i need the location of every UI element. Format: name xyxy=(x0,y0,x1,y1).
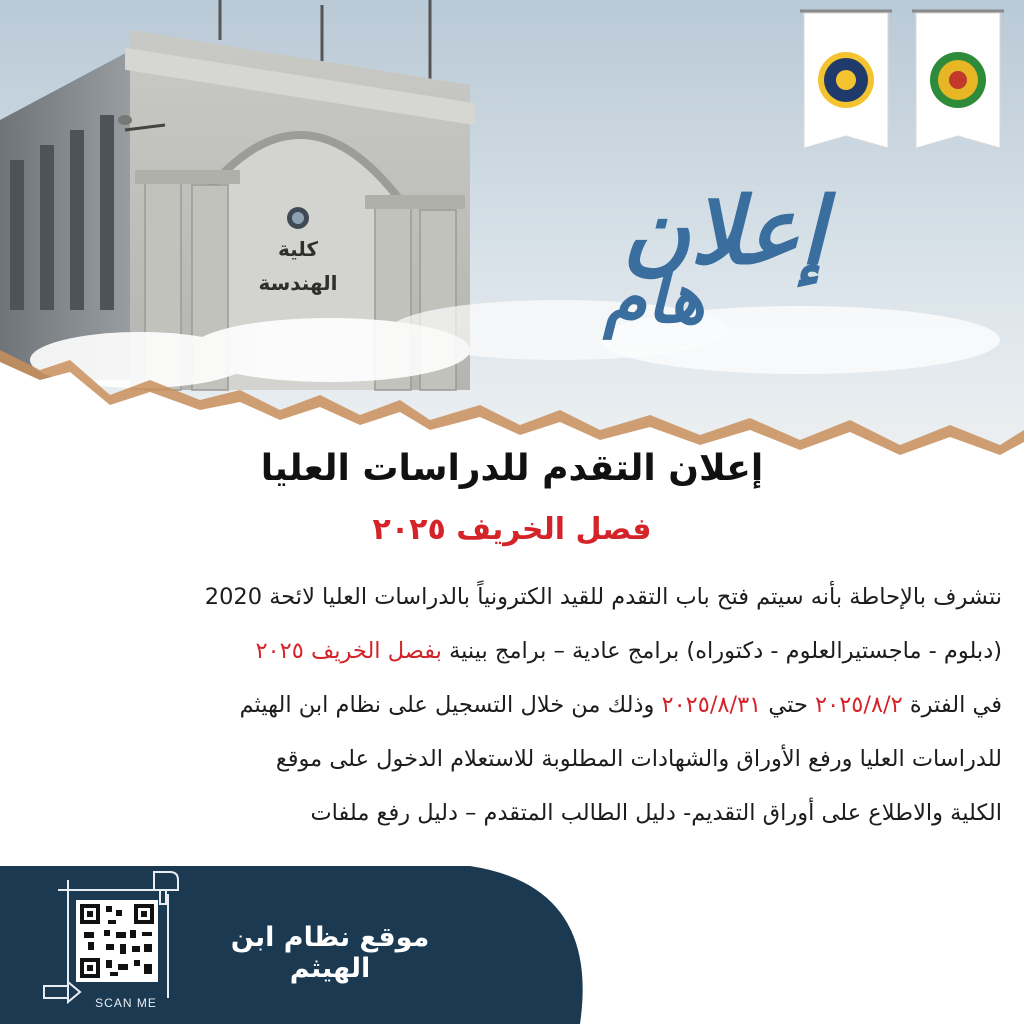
until-label: حتي xyxy=(761,692,816,718)
building-sign-line1: كلية xyxy=(277,237,319,261)
programs-text: (دبلوم - ماجستيرالعلوم - دكتوراه) برامج عادية – برامج بينية xyxy=(441,638,1002,664)
body-line-4: للدراسات العليا ورفع الأوراق والشهادات المطلوبة للاستعلام الدخول على موقع xyxy=(275,746,1002,772)
building-sign xyxy=(248,232,348,300)
hero-banner xyxy=(0,0,1024,470)
ibn-alhaytham-site-link[interactable]: موقع نظام ابن الهيثم xyxy=(230,922,430,984)
body-line-2 xyxy=(22,624,1002,678)
period-label: في الفترة xyxy=(902,692,1002,718)
semester-text: بفصل الخريف ٢٠٢٥ xyxy=(255,638,442,664)
scan-me-label: SCAN ME xyxy=(95,996,157,1010)
start-date: ٢٠٢٥/٨/٢ xyxy=(815,692,903,718)
building-sign-line2: الهندسة xyxy=(258,271,338,295)
body-line-5: الكلية والاطلاع على أوراق التقديم- دليل الطالب المتقدم – دليل رفع ملفات xyxy=(310,800,1002,826)
end-date: ٢٠٢٥/٨/٣١ xyxy=(661,692,762,718)
body-line-1: نتشرف بالإحاطة بأنه سيتم فتح باب التقدم للقيد الكترونياً بالدراسات العليا لائحة 2020 xyxy=(204,584,1002,610)
university-logo-flag xyxy=(912,8,1004,156)
pointing-hand-icon xyxy=(148,868,184,908)
announcement-title: إعلان التقدم للدراسات العليا xyxy=(260,448,764,489)
registration-text: وذلك من خلال التسجيل على نظام ابن الهيثم xyxy=(239,692,662,718)
important-announcement-title xyxy=(514,177,934,339)
faculty-logo-flag xyxy=(800,8,892,156)
announcement-body xyxy=(22,570,1002,840)
announcement-subtitle: فصل الخريف ٢٠٢٥ xyxy=(372,512,652,547)
banner-line2: هام xyxy=(603,256,705,339)
body-line-3 xyxy=(22,678,1002,732)
banner-line1: إعلان xyxy=(622,177,826,285)
